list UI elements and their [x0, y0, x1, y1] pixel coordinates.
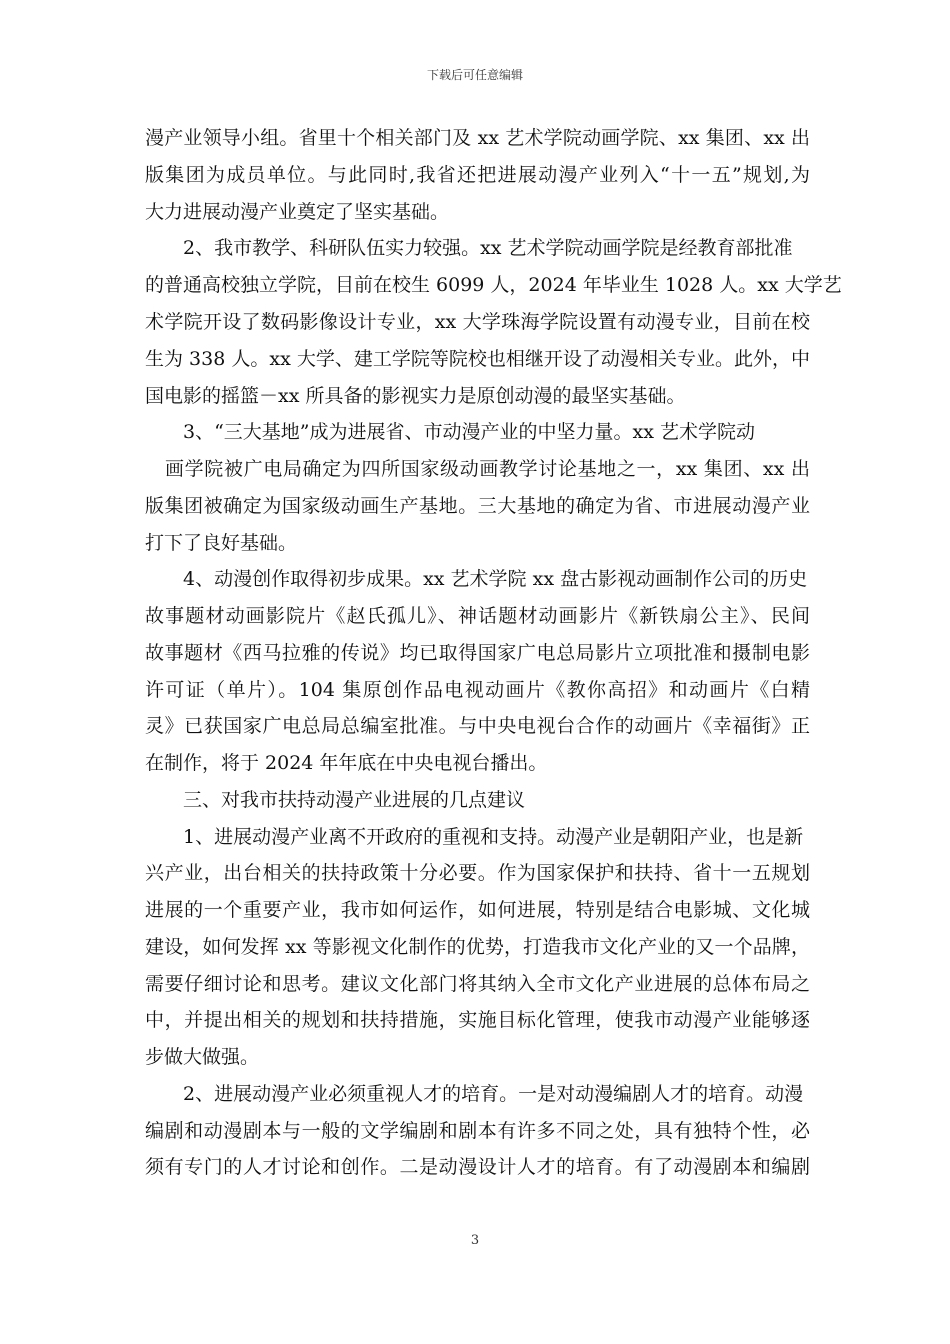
text-line: 故事题材动画影院片《赵氏孤儿》、神话题材动画影片《新铁扇公主》、民间	[145, 605, 810, 627]
text-line: 2、进展动漫产业必须重视人才的培育。一是对动漫编剧人才的培育。动漫	[183, 1083, 804, 1105]
text-line: 中，并提出相关的规划和扶持措施，实施目标化管理，使我市动漫产业能够逐	[145, 1009, 810, 1031]
text-line: 4、动漫创作取得初步成果。xx 艺术学院 xx 盘古影视动画制作公司的历史	[183, 568, 808, 590]
text-line: 术学院开设了数码影像设计专业，xx 大学珠海学院设置有动漫专业，目前在校	[145, 311, 810, 333]
page-number: 3	[470, 1233, 480, 1248]
text-line: 步做大做强。	[145, 1046, 260, 1068]
section-heading: 三、对我市扶持动漫产业进展的几点建议	[183, 789, 526, 811]
text-line: 兴产业，出台相关的扶持政策十分必要。作为国家保护和扶持、省十一五规划	[145, 862, 810, 884]
text-line: 生为 338 人。xx 大学、建工学院等院校也相继开设了动漫相关专业。此外，中	[145, 348, 810, 370]
text-line: 版集团为成员单位。与此同时,我省还把进展动漫产业列入“十一五”规划,为	[145, 164, 810, 186]
text-line: 国电影的摇篮－xx 所具备的影视实力是原创动漫的最坚实基础。	[145, 385, 686, 407]
text-line: 3、“三大基地”成为进展省、市动漫产业的中坚力量。xx 艺术学院动	[183, 421, 755, 443]
text-line: 灵》已获国家广电总局总编室批准。与中央电视台合作的动画片《幸福街》正	[145, 715, 810, 737]
text-line: 须有专门的人才讨论和创作。二是动漫设计人才的培育。有了动漫剧本和编剧	[145, 1156, 810, 1178]
text-line: 在制作，将于 2024 年年底在中央电视台播出。	[145, 752, 548, 774]
text-line: 打下了良好基础。	[145, 532, 298, 554]
text-line: 编剧和动漫剧本与一般的文学编剧和剧本有许多不同之处，具有独特个性，必	[145, 1120, 810, 1142]
text-line: 的普通高校独立学院，目前在校生 6099 人，2024 年毕业生 1028 人。xx 大学艺	[145, 274, 842, 296]
text-line: 1、进展动漫产业离不开政府的重视和支持。动漫产业是朝阳产业，也是新	[183, 826, 804, 848]
text-line: 许可证（单片）。104 集原创作品电视动画片《教你高招》和动画片《白精	[145, 679, 810, 701]
text-line: 建设，如何发挥 xx 等影视文化制作的优势，打造我市文化产业的又一个品牌，	[145, 936, 810, 958]
text-line: 大力进展动漫产业奠定了坚实基础。	[145, 201, 450, 223]
text-line: 2、我市教学、科研队伍实力较强。xx 艺术学院动画学院是经教育部批准	[183, 237, 793, 259]
text-line: 进展的一个重要产业，我市如何运作，如何进展，特别是结合电影城、文化城	[145, 899, 810, 921]
text-line: 版集团被确定为国家级动画生产基地。三大基地的确定为省、市进展动漫产业	[145, 495, 810, 517]
text-line: 漫产业领导小组。省里十个相关部门及 xx 艺术学院动画学院、xx 集团、xx 出	[145, 127, 810, 149]
text-line: 故事题材《西马拉雅的传说》均已取得国家广电总局影片立项批准和摄制电影	[145, 642, 810, 664]
text-line: 需要仔细讨论和思考。建议文化部门将其纳入全市文化产业进展的总体布局之	[145, 973, 810, 995]
text-line: 画学院被广电局确定为四所国家级动画教学讨论基地之一，xx 集团、xx 出	[165, 458, 810, 480]
page-header: 下载后可任意编辑	[426, 68, 523, 82]
